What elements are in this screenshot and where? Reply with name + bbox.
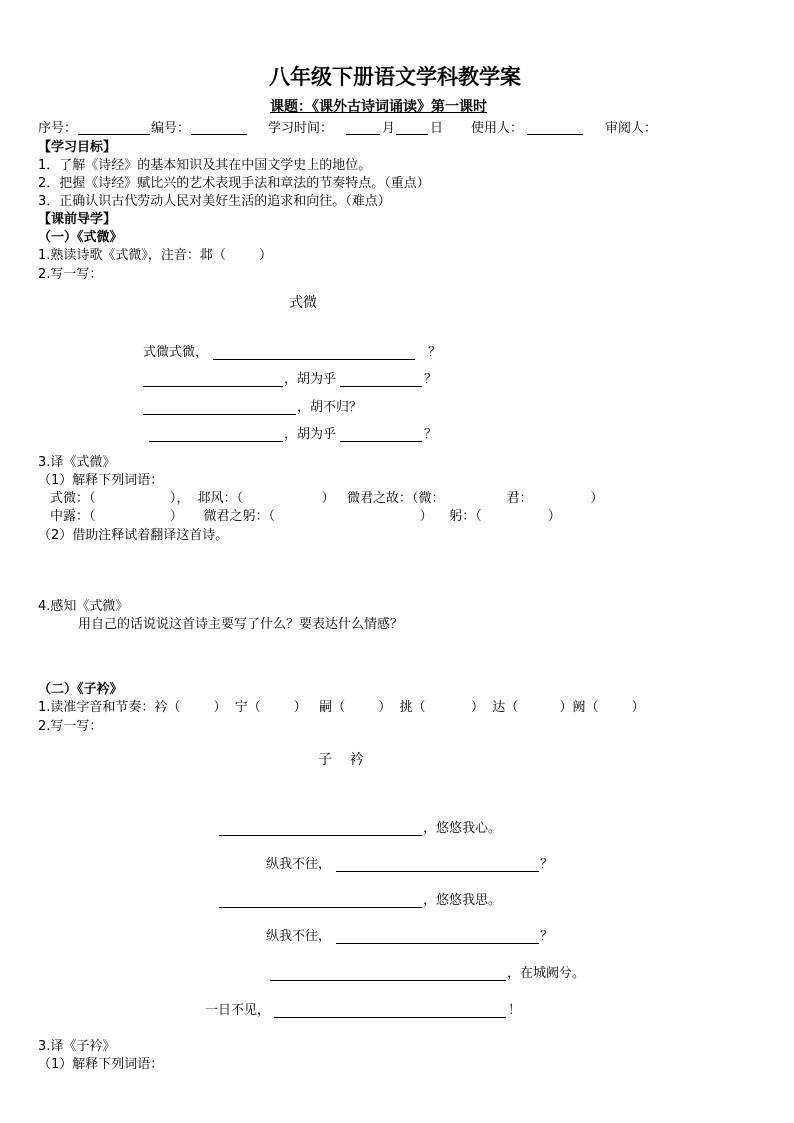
shiwei-line-4-end: ？ <box>424 427 438 442</box>
shiwei-poem-title: 式微 <box>289 295 317 311</box>
zijin-line-4-text: 纵我不往， <box>266 929 332 944</box>
shiwei-line-4-blank-2[interactable] <box>340 441 422 442</box>
month-blank[interactable] <box>346 134 380 135</box>
zijin-line-2-text: 纵我不往， <box>266 857 332 872</box>
shiwei-line-1-text: 式微式微， <box>143 345 209 360</box>
number-blank[interactable] <box>191 134 247 135</box>
zijin-q3-1: （1）解释下列词语： <box>38 1057 164 1072</box>
number-label: 编号： <box>151 121 191 136</box>
shiwei-vocab-row-2: 中露：（ ） 微君之躬：（ ） 躬：（ ） <box>50 509 561 524</box>
zijin-line-6-end: ！ <box>508 1003 522 1018</box>
zijin-line-2-end: ？ <box>540 857 554 872</box>
shiwei-q3: 3.译《式微》 <box>38 455 116 470</box>
serial-blank[interactable] <box>78 134 150 135</box>
zijin-line-5-text: ，在城阙兮。 <box>507 966 586 981</box>
user-label: 使用人： <box>471 121 524 136</box>
goal-item-2: 2．把握《诗经》赋比兴的艺术表现手法和章法的节奏特点。（重点） <box>38 176 430 191</box>
goal-item-3: 3．正确认识古代劳动人民对美好生活的追求和向往。（难点） <box>38 194 391 209</box>
zijin-line-4-end: ？ <box>540 929 554 944</box>
zijin-q2: 2.写一写： <box>38 719 103 734</box>
day-label: 日 <box>430 121 444 136</box>
preview-heading: 【课前导学】 <box>38 212 117 227</box>
page-title: 八年级下册语文学科教学案 <box>269 64 521 89</box>
shiwei-q4: 4.感知《式微》 <box>38 599 129 614</box>
shiwei-heading: （一）《式微》 <box>38 230 123 245</box>
zijin-line-6-blank[interactable] <box>274 1017 506 1018</box>
shiwei-q4-prompt: 用自己的话说说这首诗主要写了什么？要表达什么情感？ <box>78 617 404 632</box>
goal-item-1: 1．了解《诗经》的基本知识及其在中国文学史上的地位。 <box>38 158 372 173</box>
zijin-q3: 3.译《子衿》 <box>38 1039 116 1054</box>
shiwei-line-3-blank[interactable] <box>143 414 296 415</box>
zijin-line-5-blank[interactable] <box>270 980 506 981</box>
zijin-line-3-text: ，悠悠我思。 <box>423 893 502 908</box>
zijin-heading: （二）《子衿》 <box>38 682 123 697</box>
shiwei-q3-1: （1）解释下列词语： <box>38 473 164 488</box>
serial-label: 序号： <box>38 121 78 136</box>
shiwei-line-2-blank-2[interactable] <box>340 386 422 387</box>
day-blank[interactable] <box>396 134 428 135</box>
shiwei-line-3-text: ，胡不归？ <box>297 400 363 415</box>
shiwei-q1: 1.熟读诗歌《式微》，注音：邶（ ） <box>38 248 272 263</box>
study-time-label: 学习时间： <box>268 121 334 136</box>
zijin-line-6-text: 一日不见， <box>205 1003 271 1018</box>
shiwei-line-1-end: ？ <box>428 345 442 360</box>
shiwei-line-4-blank[interactable] <box>149 441 283 442</box>
user-blank[interactable] <box>527 134 583 135</box>
zijin-poem-title: 子 衿 <box>318 752 364 768</box>
zijin-line-2-blank[interactable] <box>336 871 539 872</box>
shiwei-line-2-blank[interactable] <box>143 386 283 387</box>
shiwei-line-2-text: ，胡为乎 <box>284 372 337 387</box>
zijin-q1: 1.读准字音和节奏：衿（ ） 宁（ ） 嗣（ ） 挑（ ） 达（ ）阙（ ） <box>38 700 645 715</box>
month-label: 月 <box>382 121 396 136</box>
lesson-subtitle: 课题：《课外古诗词诵读》第一课时 <box>270 99 487 115</box>
shiwei-q3-2: （2）借助注释试着翻译这首诗。 <box>38 528 229 543</box>
shiwei-line-1-blank[interactable] <box>213 359 415 360</box>
shiwei-line-2-end: ？ <box>424 372 438 387</box>
zijin-line-3-blank[interactable] <box>219 907 422 908</box>
shiwei-line-4-text: ，胡为乎 <box>284 427 337 442</box>
goals-heading: 【学习目标】 <box>38 140 117 155</box>
zijin-line-1-blank[interactable] <box>219 835 422 836</box>
reviewer-label: 审阅人： <box>605 121 658 136</box>
zijin-line-1-text: ，悠悠我心。 <box>423 821 502 836</box>
shiwei-vocab-row-1: 式微：（ ）， 邶风：（ ） 微君之故：（微： 君： ） <box>50 491 604 506</box>
shiwei-q2: 2.写一写： <box>38 267 103 282</box>
zijin-line-4-blank[interactable] <box>336 943 539 944</box>
